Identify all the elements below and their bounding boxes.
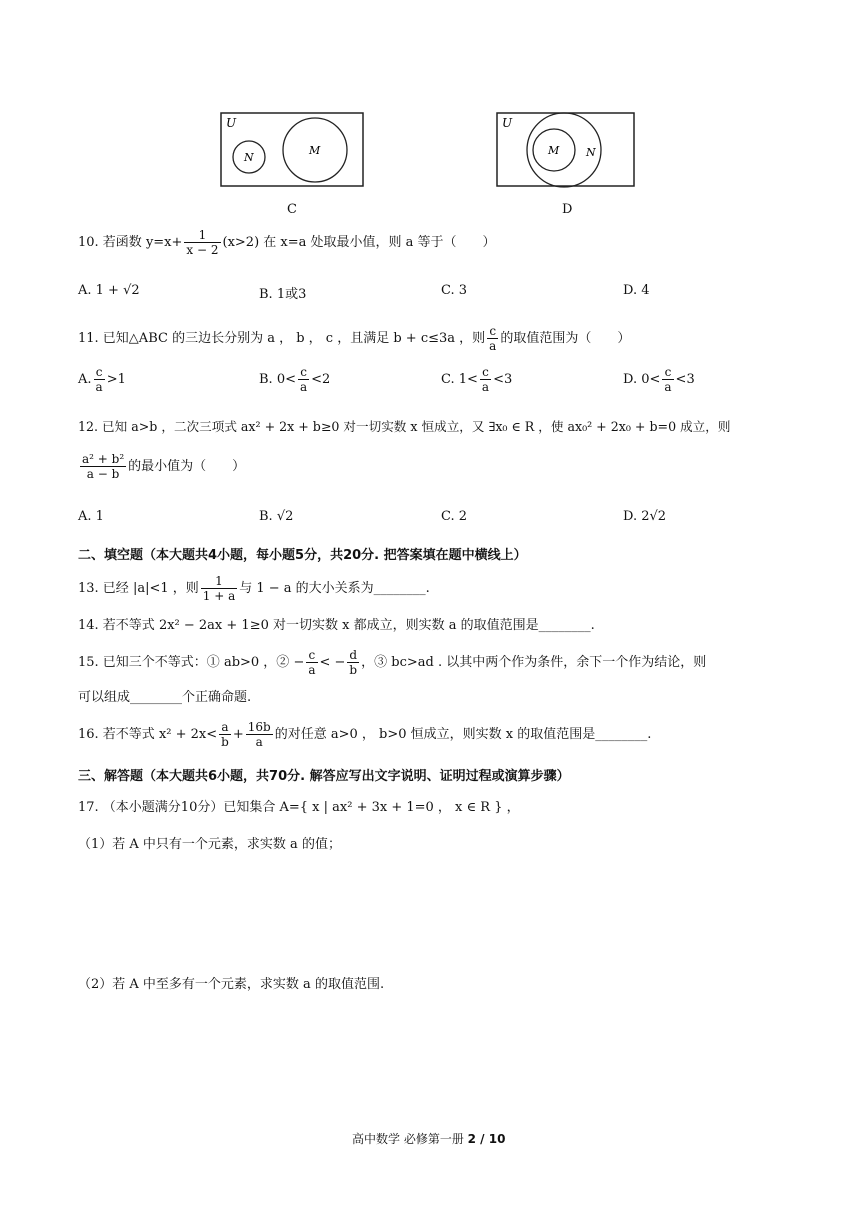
question-15-line2: 可以组成________个正确命题. xyxy=(78,690,252,705)
question-17-part1: （1）若 A 中只有一个元素，求实数 a 的值； xyxy=(78,837,341,852)
page-number: 2 / 10 xyxy=(467,1132,506,1146)
fraction: $\frac{c}{a}$ xyxy=(308,648,316,677)
fraction: $\frac{a}{b}$ xyxy=(221,720,229,749)
q11-option-a: A. $\frac{c}{a}$ >1 xyxy=(78,365,126,394)
fraction: $\frac{\text{a² + b²}}{a - b}$ xyxy=(82,452,125,481)
question-17-part2: （2）若 A 中至多有一个元素，求实数 a 的取值范围. xyxy=(78,977,385,992)
question-17: 17. （本小题满分10分）已知集合 A={ x | ax² + 3x + 1=0 ， x ∈ R } ， xyxy=(78,800,520,815)
fraction: $\frac{1}{x - 2}$ xyxy=(186,228,219,257)
fraction: $\frac{16b}{a}$ xyxy=(247,720,271,749)
q11-option-d: D. 0< $\frac{c}{a}$ <3 xyxy=(623,365,695,394)
q10-option-d: D. 4 xyxy=(623,283,650,298)
set-n-label: N xyxy=(244,151,254,164)
question-15: 15. 已知三个不等式：① ab>0 ，② − $\frac{c}{a}$ < − $\frac{d}{b}$ ，③ bc>ad . 以其中两个作为条件，余下一个作为结论，则 xyxy=(78,648,707,677)
q10-option-b: B. 1或3 xyxy=(259,287,307,302)
q12-option-b: B. √2 xyxy=(259,509,294,524)
question-14: 14. 若不等式 2x² − 2ax + 1≥0 对一切实数 x 都成立，则实数 a 的取值范围是________. xyxy=(78,618,595,633)
question-13: 13. 已经 |a|<1 ，则 $\frac{1}{1 + a}$ 与 1 − a 的大小关系为________. xyxy=(78,574,430,603)
q12-option-a: A. 1 xyxy=(78,509,104,524)
fraction: $\frac{d}{b}$ xyxy=(349,648,358,677)
page-footer: 高中数学 必修第一册 2 / 10 xyxy=(352,1132,506,1146)
figure-c-caption: C xyxy=(287,202,297,217)
section-3-heading: 三、解答题（本大题共6小题，共70分. 解答应写出文字说明、证明过程或演算步骤） xyxy=(78,769,570,784)
set-u-label: U xyxy=(226,116,237,130)
q12-option-c: C. 2 xyxy=(441,509,468,524)
q12-option-d: D. 2√2 xyxy=(623,509,667,524)
venn-figure-c xyxy=(220,112,364,188)
question-11: 11. 已知△ABC 的三边长分别为 a ， b ， c ，且满足 b + c≤3a ，则 $\frac{c}{a}$ 的取值范围为（ ） xyxy=(78,324,631,353)
set-m-label: M xyxy=(548,144,560,157)
question-12-line2: $\frac{\text{a² + b²}}{a - b}$ 的最小值为（ ） xyxy=(82,452,246,481)
question-12-line1: 12. 已知 a>b ，二次三项式 ax² + 2x + b≥0 对一切实数 x 恒成立，又 ∃x₀ ∈ R ，使 ax₀² + 2x₀ + b=0 成立，则 xyxy=(78,419,731,434)
question-16: 16. 若不等式 x² + 2x< $\frac{a}{b}$ + $\frac{16b}{a}$ 的对任意 a>0 ， b>0 恒成立，则实数 x 的取值范围是________. xyxy=(78,720,652,749)
fraction: $\frac{1}{1 + a}$ xyxy=(202,574,236,603)
q10-option-a: A. 1 + √2 xyxy=(78,283,140,298)
section-2-heading: 二、填空题（本大题共4小题，每小题5分，共20分. 把答案填在题中横线上） xyxy=(78,548,527,563)
figure-d-caption: D xyxy=(562,202,573,217)
q11-option-b: B. 0< $\frac{c}{a}$ <2 xyxy=(259,365,331,394)
fraction: $\frac{c}{a}$ xyxy=(489,324,497,353)
venn-figure-d xyxy=(496,112,636,188)
q11-option-c: C. 1< $\frac{c}{a}$ <3 xyxy=(441,365,513,394)
set-u-label: U xyxy=(502,116,513,130)
set-n-label: N xyxy=(586,146,596,159)
set-m-label: M xyxy=(309,144,321,157)
question-10: 10. 若函数 y=x+ $\frac{1}{x - 2}$ (x>2) 在 x=a 处取最小值，则 a 等于（ ） xyxy=(78,228,496,257)
q10-option-c: C. 3 xyxy=(441,283,468,298)
